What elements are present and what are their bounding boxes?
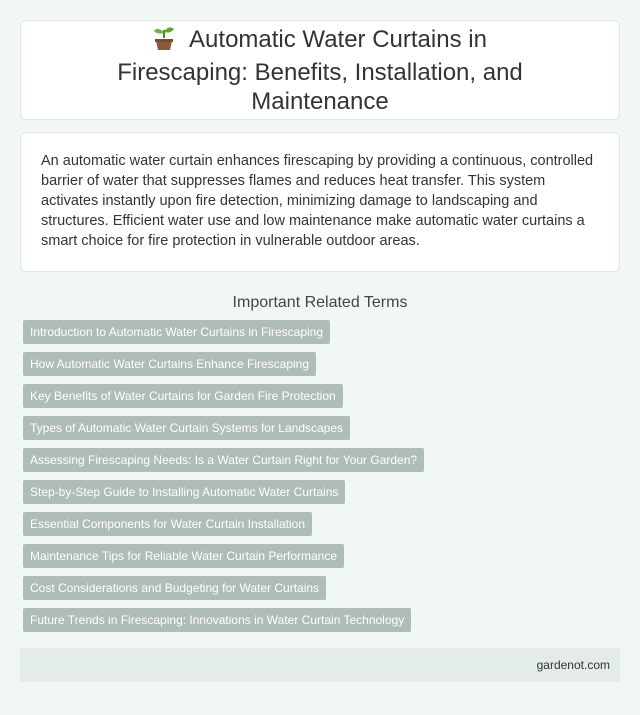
related-term-tag[interactable]: Maintenance Tips for Reliable Water Curtain Performance (23, 544, 344, 568)
related-term-tag[interactable]: Types of Automatic Water Curtain Systems for Landscapes (23, 416, 350, 440)
related-terms-list (20, 320, 620, 640)
related-terms-heading: Important Related Terms (232, 294, 408, 311)
related-term-tag[interactable]: Key Benefits of Water Curtains for Garden Fire Protection (23, 384, 343, 408)
footer (20, 648, 620, 682)
related-term-tag[interactable]: Cost Considerations and Budgeting for Water Curtains (23, 576, 326, 600)
related-term-tag[interactable]: Essential Components for Water Curtain Installation (23, 512, 312, 536)
related-term-tag[interactable]: Step-by-Step Guide to Installing Automatic Water Curtains (23, 480, 345, 504)
sprout-icon (153, 25, 175, 58)
related-term-tag[interactable]: How Automatic Water Curtains Enhance Firescaping (23, 352, 316, 376)
header-card (20, 20, 620, 120)
page-title (85, 25, 555, 116)
related-term-tag[interactable]: Introduction to Automatic Water Curtains in Firescaping (23, 320, 330, 344)
intro-card (20, 132, 620, 272)
page-title-text: Automatic Water Curtains in Firescaping: Benefits, Installation, and Maintenance (117, 25, 523, 115)
related-term-tag[interactable]: Assessing Firescaping Needs: Is a Water Curtain Right for Your Garden? (23, 448, 424, 472)
related-term-tag[interactable]: Future Trends in Firescaping: Innovations in Water Curtain Technology (23, 608, 411, 632)
intro-text: An automatic water curtain enhances firescaping by providing a continuous, controlled barrier of water that suppresses flames and reduces heat transfer. This system activates instantly upon fire detection, minimizing damage to landscaping and structures. Efficient water use and low maintenance make automatic water curtains a smart choice for fire protection in vulnerable outdoor areas. (41, 153, 594, 249)
footer-site-link[interactable]: gardenot.com (536, 658, 610, 672)
